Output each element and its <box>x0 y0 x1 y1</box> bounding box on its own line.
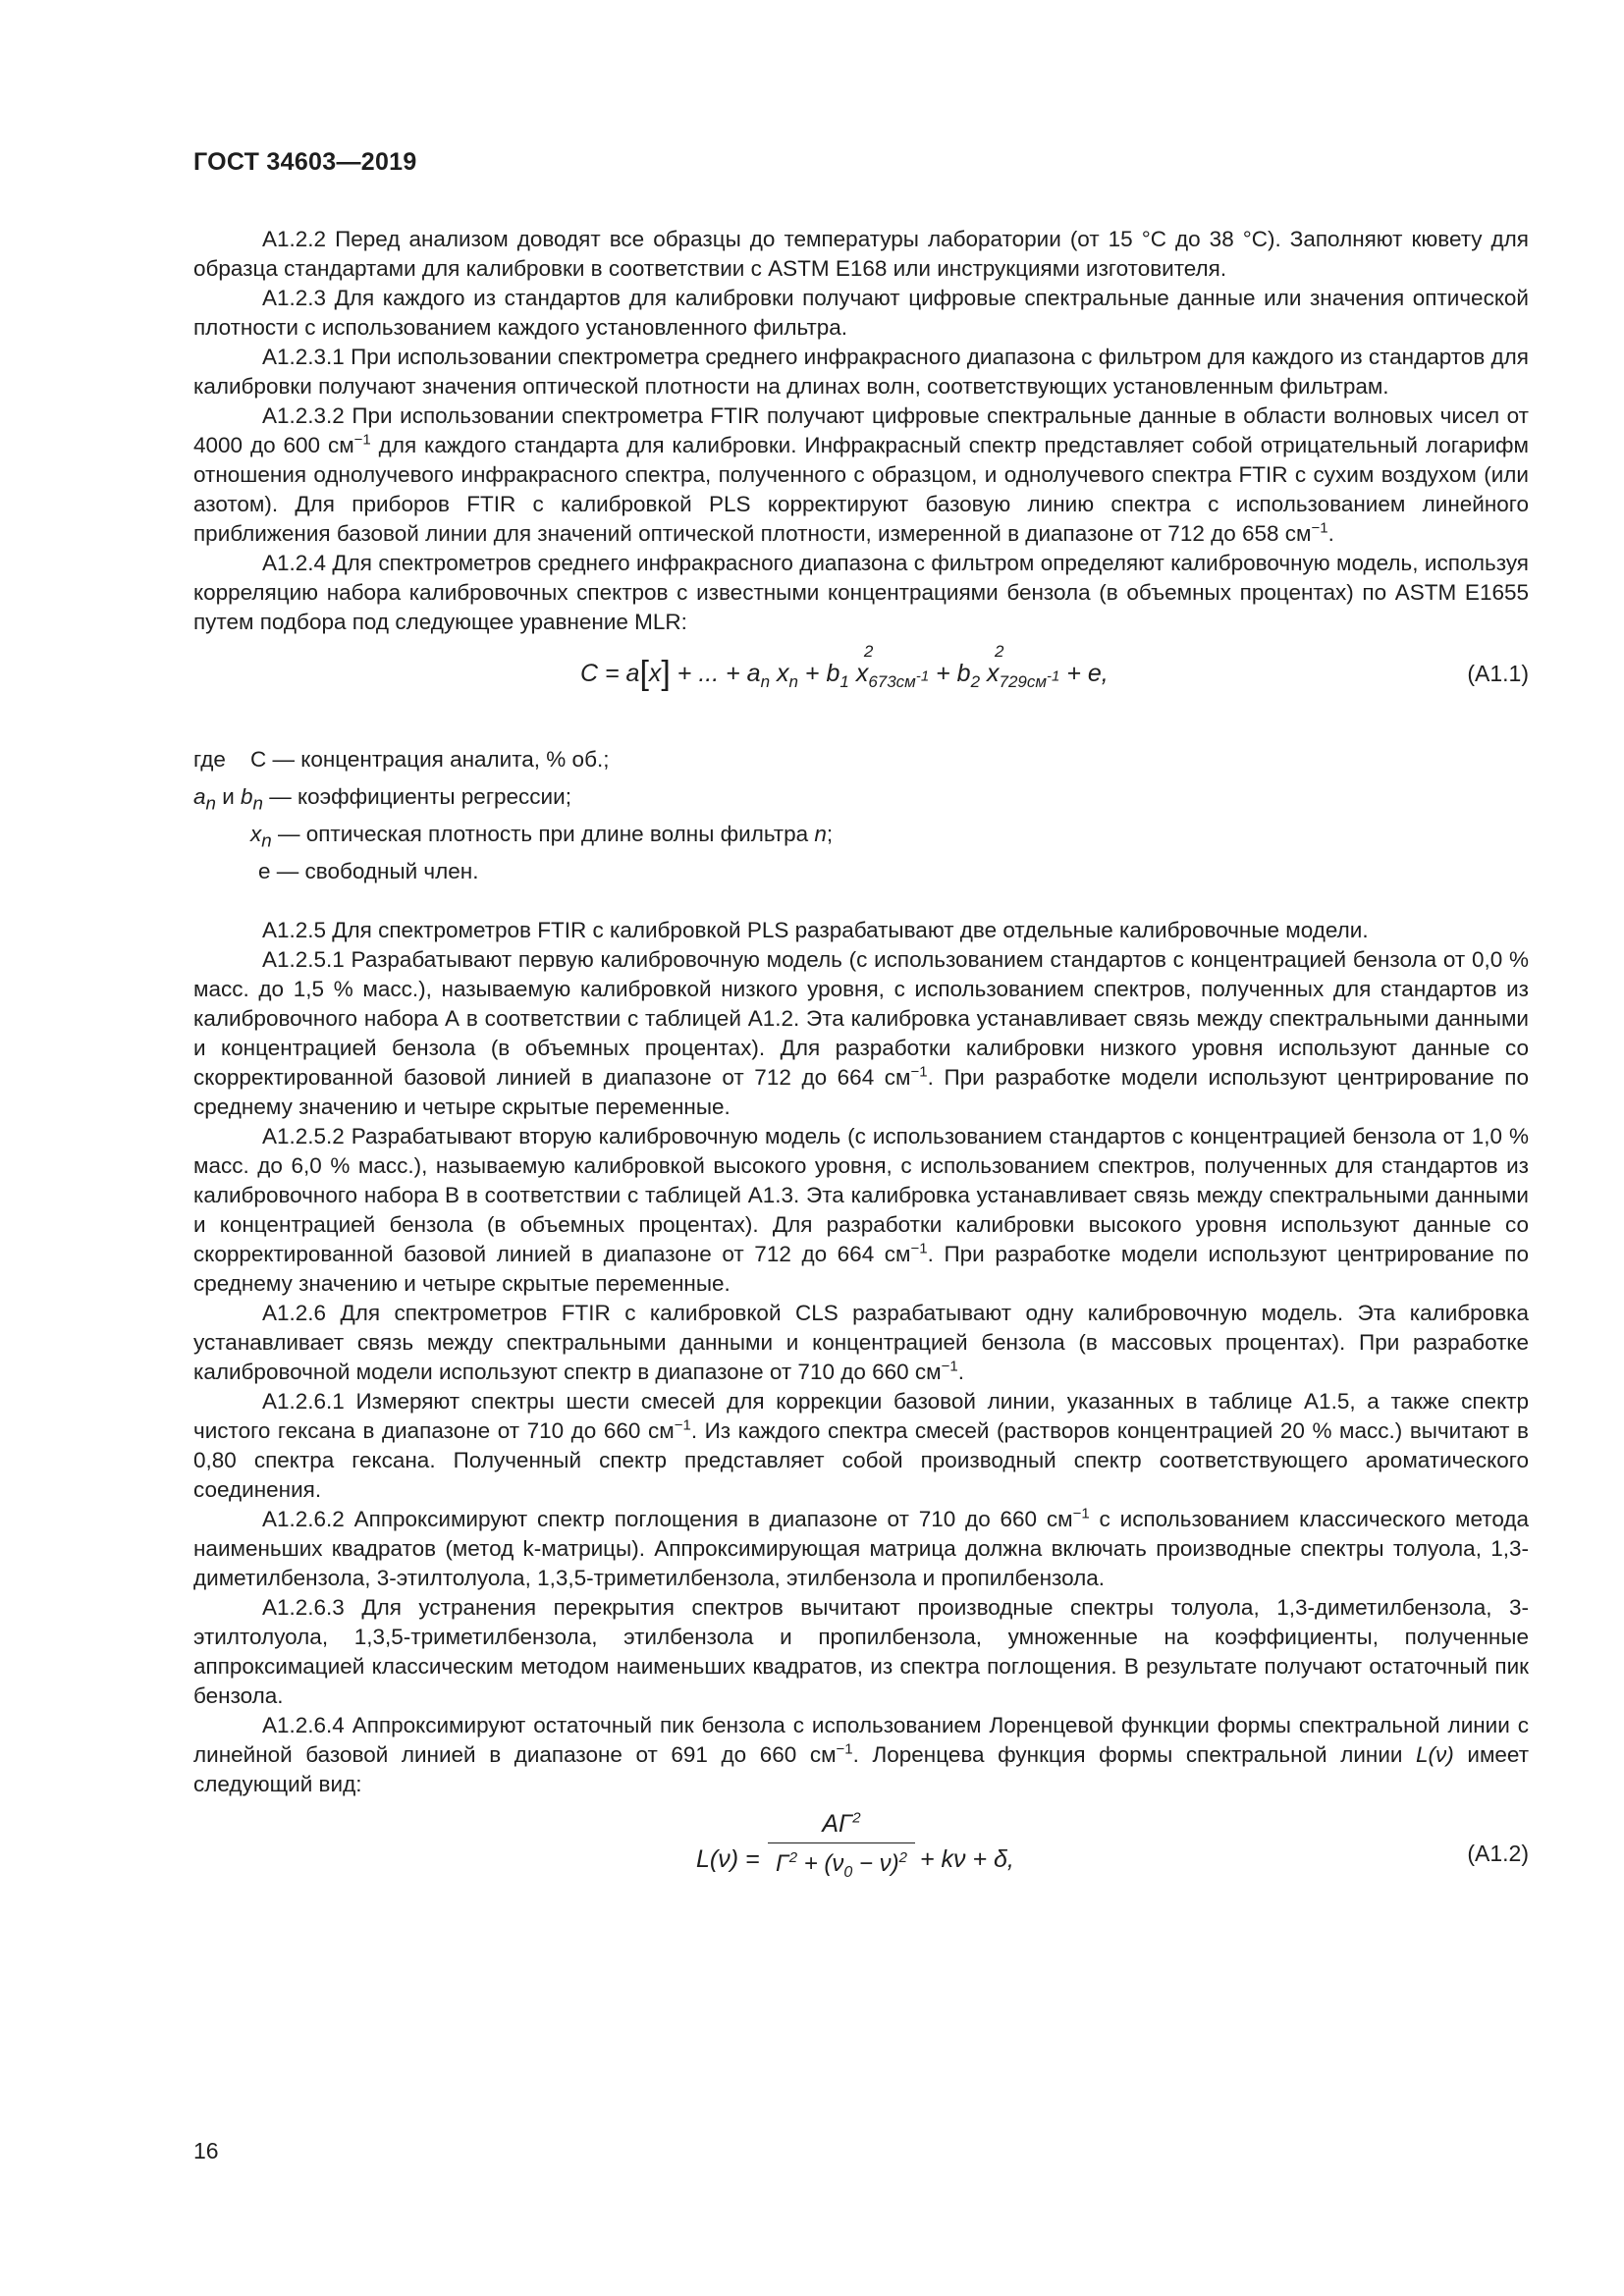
paragraph-text: . При разработке модели используют центрирование по среднему значению и четыре скрытые переменные. <box>193 1242 1529 1296</box>
fraction-numerator: $A\Gamma^2$ <box>768 1809 915 1843</box>
paragraph <box>193 1711 1529 1799</box>
function-symbol: L(ν) <box>1416 1742 1454 1767</box>
paragraph: А1.2.2 Перед анализом доводят все образцы до температуры лаборатории (от 15 °С до 38 °С). Заполняют кювету для образца стандартами для калибровки в соответствии с ASTM Е168 или инструкциями изготовителя. <box>193 227 1529 281</box>
paragraph-text: для каждого стандарта для калибровки. Инфракрасный спектр представляет собой отрицательный логарифм отношения однолучевого инфракрасного спектра, полученного с образцом, и однолучевого спектра FTIR с сухим воздухом (или азотом). Для приборов FTIR с калибровкой PLS корректируют базовую линию спектра с использованием линейного приближения базовой линии для значений оптической плотности, измеренной в диапазоне от 712 до 658 см <box>193 433 1529 546</box>
definition-ab <box>193 782 1529 820</box>
exponent: −1 <box>941 1358 958 1375</box>
page-number: 16 <box>193 2138 219 2163</box>
exponent: −1 <box>674 1416 691 1434</box>
formula-lorentz <box>193 1809 1529 1919</box>
paragraph <box>193 1505 1529 1593</box>
paragraph <box>193 1387 1529 1505</box>
paragraph: А1.2.4 Для спектрометров среднего инфракрасного диапазона с фильтром определяют калибровочную модель, используя корреляцию набора калибровочных спектров с известными концентрациями бензола (в объемных процентах) по ASTM Е1655 путем подбора под следующее уравнение MLR: <box>193 551 1529 634</box>
paragraph-text: имеет следующий вид: <box>193 1742 1529 1796</box>
definition-text: С — концентрация аналита, % об.; <box>250 747 610 772</box>
formula-number: (А1.2) <box>1467 1841 1529 1866</box>
paragraph: А1.2.6.3 Для устранения перекрытия спектров вычитают производные спектры толуола, 1,3-диметилбензола, 3-этилтолуола, 1,3,5-триметилбензола, этилбензола и пропилбензола, умноженные на коэффициенты, полученные аппроксимацией классическим методом наименьших квадратов, из спектра поглощения. В результате получают остаточный пик бензола. <box>193 1595 1529 1708</box>
exponent: −1 <box>1311 519 1328 537</box>
paragraph-text: . <box>1327 521 1334 546</box>
paragraph <box>193 401 1529 549</box>
paragraph-text: . Из каждого спектра смесей (растворов концентрацией 20 % масс.) вычитают в 0,80 спектра гексана. Полученный спектр представляет собой производный спектр соответствующего ароматического соединения. <box>193 1418 1529 1502</box>
formula-lhs: L(ν) = <box>696 1845 760 1873</box>
definition-xn <box>193 820 1529 857</box>
definition-c <box>193 745 1529 782</box>
paragraph-text: А1.2.5.1 Разрабатывают первую калибровочную модель (с использованием стандартов с концентрацией бензола от 0,0 % масс. до 1,5 % масс.), называемую калибровкой низкого уровня, с использованием спектров, полученных для стандартов из калибровочного набора А в соответствии с таблицей А1.2. Эта калибровка устанавливает связь между спектральными данными и концентрацией бензола (в объемных процентах). Для разработки калибровки низкого уровня используют данные со скорректированной базовой линией в диапазоне от 712 до 664 см <box>193 947 1529 1090</box>
paragraph: А1.2.3.1 При использовании спектрометра среднего инфракрасного диапазона с фильтром для каждого из стандартов для калибровки получают значения оптической плотности на длинах волн, соответствующих установленным фильтрам. <box>193 345 1529 399</box>
paragraph-text: А1.2.6.4 Аппроксимируют остаточный пик бензола с использованием Лоренцевой функции формы спектральной линии с линейной базовой линией в диапазоне от 691 до 660 см <box>193 1713 1529 1767</box>
paragraph <box>193 1299 1529 1387</box>
paragraph <box>193 945 1529 1122</box>
definition-text: $a_n$ и $b_n$ — коэффициенты регрессии; <box>193 784 571 814</box>
definition-text: е — свободный член. <box>258 859 479 883</box>
paragraph <box>193 1122 1529 1299</box>
formula-number: (А1.1) <box>1467 661 1529 686</box>
exponent: −1 <box>836 1740 853 1758</box>
paragraph: А1.2.3 Для каждого из стандартов для калибровки получают цифровые спектральные данные или значения оптической плотности с использованием каждого установленного фильтра. <box>193 286 1529 340</box>
exponent: −1 <box>353 431 371 449</box>
symbol-a: a <box>193 784 206 809</box>
paragraph-text: А1.2.5.2 Разрабатывают вторую калибровочную модель (с использованием стандартов с концентрацией бензола от 1,0 % масс. до 6,0 % масс.), называемую калибровкой высокого уровня, с использованием спектров, полученных для стандартов из калибровочного набора В в соответствии с таблицей А1.3. Эта калибровка устанавливает связь между спектральными данными и концентрацией бензола (в объемных процентах). Для разработки калибровки высокого уровня используют данные со скорректированной базовой линией в диапазоне от 712 до 664 см <box>193 1124 1529 1266</box>
paragraph-text: А1.2.6.2 Аппроксимируют спектр поглощения в диапазоне от 710 до 660 см <box>262 1507 1073 1531</box>
formula-definitions <box>193 745 1529 894</box>
exponent: −1 <box>1072 1505 1090 1522</box>
semicolon: ; <box>826 822 834 846</box>
definition-rest: — коэффициенты регрессии; <box>262 784 571 809</box>
paragraph-text: . При разработке модели используют центрирование по среднему значению и четыре скрытые переменные. <box>193 1065 1529 1119</box>
formula-rhs: + kν + δ, <box>920 1845 1014 1873</box>
fraction-denominator: $\Gamma^2 + (\nu_0 - \nu)^2$ <box>776 1849 907 1881</box>
symbol-n: n <box>814 822 827 846</box>
document-code: ГОСТ 34603—2019 <box>193 148 417 176</box>
formula-expression: C = a[x] + ... + $a_n$ $x_n + b_1$ $x_{673см^{-1}}$ 2 + $b_2$ $x_{729см^{-1}}$ 2 + e, <box>580 642 1109 692</box>
formula-mlr <box>193 637 1529 723</box>
document-body <box>193 225 1529 1919</box>
and-text: и <box>215 784 242 809</box>
formula-fraction <box>768 1809 915 1888</box>
definition-text: $x_n$ — оптическая плотность при длине волны фильтра n; <box>250 822 834 851</box>
paragraph: А1.2.5 Для спектрометров FTIR с калибровкой PLS разрабатывают две отдельные калибровочные модели. <box>262 918 1369 942</box>
paragraph-text: А1.2.6 Для спектрометров FTIR с калибровкой CLS разрабатывают одну калибровочную модель. Эта калибровка устанавливает связь между спектральными данными и концентрацией бензола (в массовых процентах). При разработке калибровочной модели используют спектр в диапазоне от 710 до 660 см <box>193 1301 1529 1384</box>
paragraph-text: А1.2.3.2 При использовании спектрометра FTIR получают цифровые спектральные данные в области волновых чисел от 4000 до 600 см <box>193 403 1529 457</box>
paragraph-text: А1.2.6.1 Измеряют спектры шести смесей для коррекции базовой линии, указанных в таблице А1.5, а также спектр чистого гексана в диапазоне от 710 до 660 см <box>193 1389 1529 1443</box>
paragraph-text: . <box>957 1360 965 1384</box>
definition-rest: — оптическая плотность при длине волны фильтра <box>271 822 815 846</box>
definition-e <box>193 857 1529 894</box>
exponent: −1 <box>910 1240 928 1257</box>
paragraph-text: с использованием классического метода наименьших квадратов (метод k-матрицы). Аппроксимирующая матрица должна включать производные спектры толуола, 1,3-диметилбензола, 3-этилтолуола, 1,3,5-триметилбензола, этилбензола и пропилбензола. <box>193 1507 1529 1590</box>
paragraph-text: . Лоренцева функция формы спектральной линии <box>852 1742 1417 1767</box>
exponent: −1 <box>910 1063 928 1081</box>
where-label: где <box>193 747 226 772</box>
